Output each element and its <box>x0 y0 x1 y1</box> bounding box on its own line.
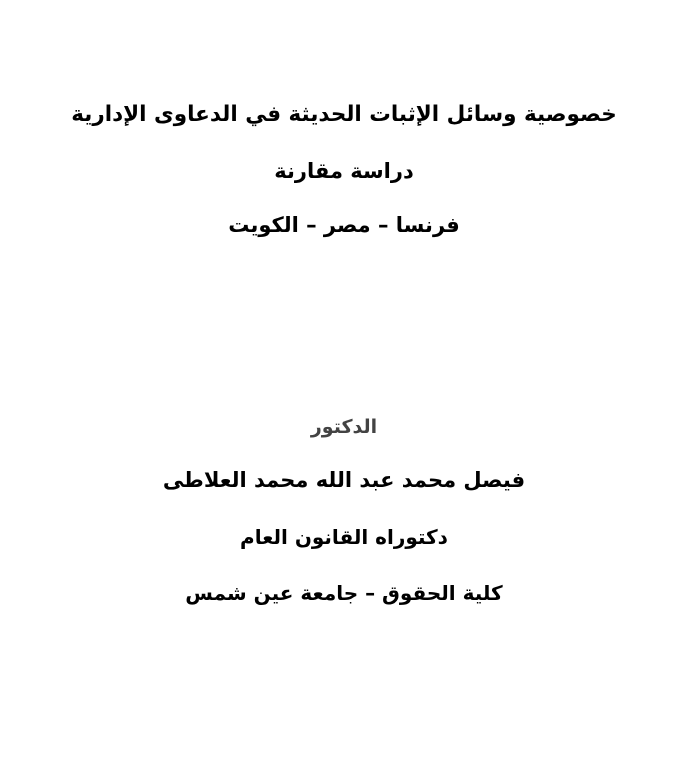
author-block <box>0 415 688 605</box>
document-title-countries: فرنسا – مصر – الكويت <box>228 212 460 237</box>
title-block <box>0 104 688 236</box>
author-name: فيصل محمد عبد الله محمد العلاطى <box>162 467 526 492</box>
author-degree: دكتوراه القانون العام <box>240 524 448 549</box>
document-title-subtitle: دراسة مقارنة <box>274 158 414 183</box>
author-affiliation: كلية الحقوق – جامعة عين شمس <box>185 580 503 605</box>
author-honorific-label: الدكتور <box>310 415 378 438</box>
document-title-main: خصوصية وسائل الإثبات الحديثة في الدعاوى الإدارية <box>71 102 617 127</box>
